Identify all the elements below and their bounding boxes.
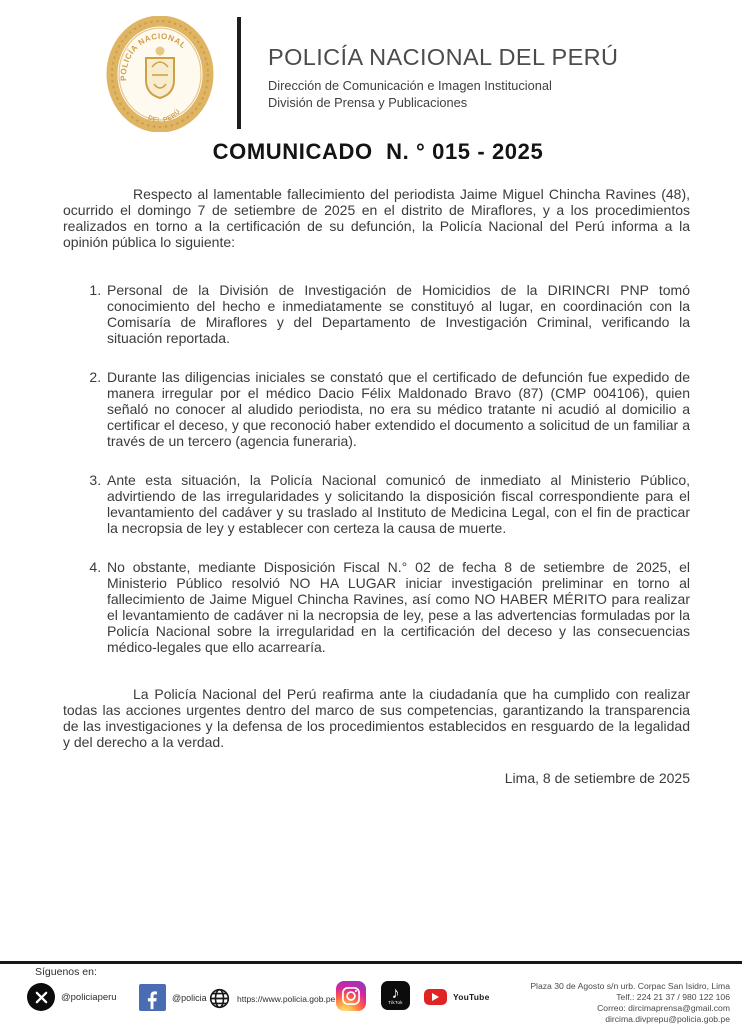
- social-instagram: [336, 981, 366, 1011]
- follow-us-label: Síguenos en:: [35, 966, 97, 978]
- dateline: Lima, 8 de setiembre de 2025: [504, 770, 690, 786]
- communique-title: COMUNICADO N. ° 015 - 2025: [212, 139, 544, 164]
- instagram-icon: [336, 981, 366, 1011]
- globe-icon: [208, 987, 231, 1010]
- social-youtube: [424, 989, 490, 1005]
- numbered-points-list: [63, 282, 690, 655]
- facebook-icon: [139, 984, 166, 1011]
- list-item: 4. No obstante, mediante Disposición Fiscal N.° 02 de fecha 8 de setiembre de 2025, el Ministerio Público resolvió NO HA LUGAR iniciar investigación preliminar en torno al fallecimiento de Jaime Miguel Chincha Ravines, así como NO HABER MÉRITO para realizar el levantamiento de cadáver ni la necropsia de ley, pese a las advertencias formuladas por la Policía Nacional sobre la irregularidad en la certificación del deceso y las consecuencias médico-legales que ello acarrearía.: [105, 559, 690, 655]
- list-item: 1. Personal de la División de Investigación de Homicidios de la DIRINCRI PNP tomó conocimiento del hecho e inmediatamente se constituyó al lugar, en coordinación con la Comisaría de Miraflores y del Departamento de Investigación Criminal, verificando la situación reportada.: [105, 282, 690, 346]
- list-item: 3. Ante esta situación, la Policía Nacional comunicó de inmediato al Ministerio Público, advirtiendo de las irregularidades y solicitando la disposición fiscal correspondiente para el levantamiento del cadáver y su traslado al Instituto de Medicina Legal, con el fin de practicar la necropsia de ley y establecer con certeza la causa de muerte.: [105, 472, 690, 536]
- contact-address-block: [530, 981, 730, 1024]
- facebook-handle: @policia: [172, 992, 207, 1003]
- communique-body: [63, 186, 690, 786]
- youtube-label: YouTube: [453, 992, 490, 1002]
- social-x-twitter: [27, 983, 117, 1011]
- svg-text:DEL PERÚ: DEL PERÚ: [146, 108, 183, 125]
- department-line-2: División de Prensa y Publicaciones: [268, 94, 468, 110]
- header-text-block: [268, 44, 618, 111]
- x-twitter-icon: [27, 983, 55, 1011]
- intro-paragraph: Respecto al lamentable fallecimiento del periodista Jaime Miguel Chincha Ravines (48), ocurrido el domingo 7 de setiembre de 2025 en el distrito de Miraflores, y a los procedimientos realizados en torno a la certificación de su defunción, la Policía Nacional del Perú informa a la opinión pública lo siguiente:: [63, 186, 690, 250]
- social-tiktok: [381, 981, 410, 1010]
- footer-divider-line: [0, 961, 742, 964]
- organization-name: POLICÍA NACIONAL DEL PERÚ: [268, 44, 619, 70]
- svg-text:POLICÍA NACIONAL: POLICÍA NACIONAL: [118, 31, 188, 81]
- tiktok-icon: ♪ TikTok: [381, 981, 410, 1010]
- police-emblem-logo: [104, 16, 216, 132]
- website-url: https://www.policia.gob.pe: [237, 993, 336, 1004]
- social-website: [208, 987, 335, 1010]
- social-facebook: [139, 984, 207, 1011]
- youtube-icon: [424, 989, 447, 1005]
- closing-paragraph: La Policía Nacional del Perú reafirma ante la ciudadanía que ha cumplido con realizar todas las acciones urgentes dentro del marco de sus competencias, garantizando la transparencia de las investigaciones y la defensa de los procedimientos establecidos en resguardo de la legalidad y del derecho a la verdad.: [63, 686, 690, 750]
- email-line: Correo: dircimaprensa@gmail.com: [597, 1003, 730, 1013]
- x-handle: @policiaperu: [61, 991, 117, 1003]
- phone-line: Telf.: 224 21 37 / 980 122 106: [616, 992, 730, 1002]
- department-line-1: Dirección de Comunicación e Imagen Institucional: [268, 78, 552, 93]
- list-item: 2. Durante las diligencias iniciales se constató que el certificado de defunción fue expedido de manera irregular por el médico Dacio Félix Maldonado Bravo (87) (CMP 004106), quien señaló no conocer al aludido periodista, no era su médico tratante ni acudió al domicilio a certificar el deceso, y que reconoció haber extendido el documento a solicitud de un familiar a través de un tercero (agencia funeraria).: [105, 369, 690, 449]
- email-line-2: dircima.divprepu@policia.gob.pe: [605, 1014, 730, 1024]
- header-divider-bar: [237, 17, 241, 129]
- address-line: Plaza 30 de Agosto s/n urb. Corpac San Isidro, Lima: [530, 981, 730, 991]
